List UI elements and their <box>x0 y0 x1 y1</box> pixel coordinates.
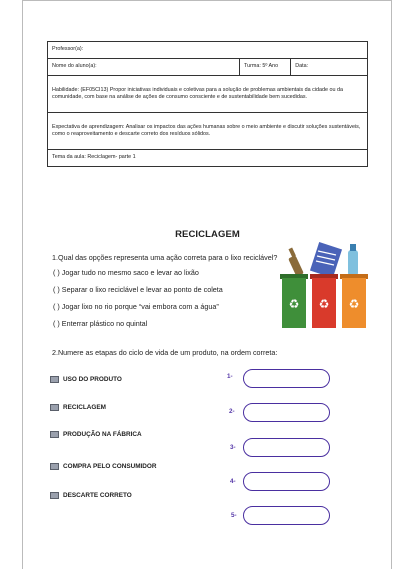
step-item <box>50 492 132 499</box>
page-title: RECICLAGEM <box>175 229 240 240</box>
step-label: USO DO PRODUTO <box>63 376 122 383</box>
svg-text:♻: ♻ <box>348 297 360 311</box>
checkbox-icon[interactable] <box>50 492 59 499</box>
question-1-option[interactable]: ( ) Jogar tudo no mesmo saco e levar ao lixão <box>53 268 199 277</box>
lesson-topic: Tema da aula: Reciclagem- parte 1 <box>48 150 368 167</box>
step-label: DESCARTE CORRETO <box>63 492 132 499</box>
glass-bottle-icon <box>288 248 304 277</box>
plastic-bottle-icon <box>348 244 358 276</box>
student-name-field[interactable]: Nome do aluno(a): <box>48 59 240 76</box>
recycling-bins-illustration <box>278 240 370 330</box>
question-2-text: 2.Numere as etapas do ciclo de vida de um produto, na ordem correta: <box>52 348 278 357</box>
checkbox-icon[interactable] <box>50 376 59 383</box>
answer-slot[interactable] <box>243 472 330 491</box>
red-recycling-bin-icon <box>310 274 338 328</box>
step-item <box>50 376 122 383</box>
checkbox-icon[interactable] <box>50 431 59 438</box>
date-field[interactable]: Data: <box>291 59 368 76</box>
answer-slot[interactable] <box>243 438 330 457</box>
answer-number: 4- <box>230 478 236 485</box>
question-1-text: 1.Qual das opções representa uma ação correta para o lixo reciclável? <box>52 253 278 262</box>
step-item <box>50 463 157 470</box>
question-1-option[interactable]: ( ) Enterrar plástico no quintal <box>53 319 148 328</box>
checkbox-icon[interactable] <box>50 404 59 411</box>
step-label: COMPRA PELO CONSUMIDOR <box>63 463 157 470</box>
step-item <box>50 404 106 411</box>
answer-slot[interactable] <box>243 403 330 422</box>
step-item <box>50 431 142 438</box>
professor-field[interactable]: Professor(a): <box>48 42 368 59</box>
answer-number: 3- <box>230 444 236 451</box>
svg-text:♻: ♻ <box>288 297 300 311</box>
question-1-option[interactable]: ( ) Jogar lixo no rio porque “vai embora com a água” <box>53 302 219 311</box>
svg-text:♻: ♻ <box>318 297 330 311</box>
question-1-option[interactable]: ( ) Separar o lixo reciclável e levar ao ponto de coleta <box>53 285 223 294</box>
answer-slot[interactable] <box>243 369 330 388</box>
learning-expectation-text: Expectativa de aprendizagem: Analisar os impactos das ações humanas sobre o meio ambiente e discutir soluções sustentáveis, como o reaproveitamento e descarte correto dos resíduos sólidos. <box>48 113 368 150</box>
newspaper-icon <box>310 242 342 278</box>
checkbox-icon[interactable] <box>50 463 59 470</box>
step-label: PRODUÇÃO NA FÁBRICA <box>63 431 142 438</box>
header-table <box>47 41 368 167</box>
answer-number: 2- <box>229 408 235 415</box>
green-recycling-bin-icon <box>280 274 308 328</box>
orange-recycling-bin-icon <box>340 274 368 328</box>
step-label: RECICLAGEM <box>63 404 106 411</box>
class-field: Turma: 5º Ano <box>240 59 291 76</box>
answer-slot[interactable] <box>243 506 330 525</box>
answer-number: 5- <box>231 512 237 519</box>
skill-text: Habilidade: (EF05CI13) Propor iniciativas individuais e coletivas para a solução de problemas ambientais da cidade ou da comunidade, com base na análise de ações de consumo consciente e de sustentabilidade bem sucedidas. <box>48 76 368 113</box>
answer-number: 1- <box>227 373 233 380</box>
